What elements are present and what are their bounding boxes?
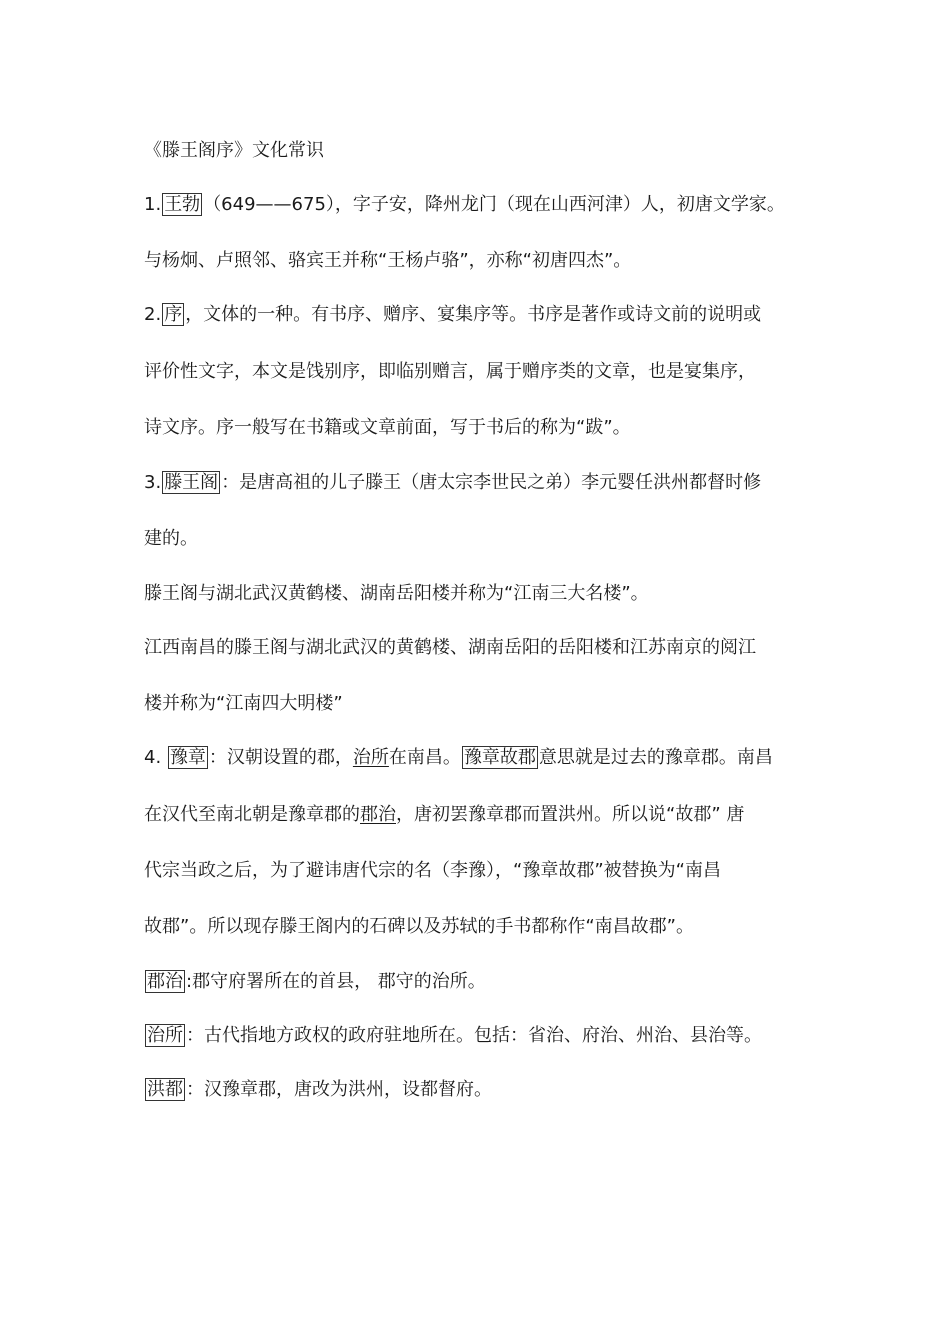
- item-4-line-4: 故郡”。所以现存滕王阁内的石碑以及苏轼的手书都称作“南昌故郡”。: [144, 916, 694, 937]
- term-xu: 序: [164, 304, 183, 325]
- item-2-line-2: 评价性文字，本文是饯别序，即临别赠言，属于赠序类的文章，也是宴集序，: [144, 361, 756, 382]
- term-yuzhang-gujun: 豫章故郡: [463, 747, 536, 768]
- item-1-line-1: 1. 王勃 （649——675），字子安，降州龙门（现在山西河津）人，初唐文学家。: [144, 194, 785, 215]
- term-zhisuo: 治所: [147, 1025, 183, 1046]
- item-2-line-3: 诗文序。序一般写在书籍或文章前面，写于书后的称为“跋”。: [144, 417, 631, 438]
- definition-junzhi: 郡治 :郡守府署所在的首县， 郡守的治所。: [147, 971, 486, 992]
- definition-zhisuo: 治所 ：古代指地方政权的政府驻地所在。包括：省治、府治、州治、县治等。: [147, 1025, 762, 1046]
- item-3-line-3: 滕王阁与湖北武汉黄鹤楼、湖南岳阳楼并称为“江南三大名楼”。: [144, 583, 649, 604]
- item-3-line-4: 江西南昌的滕王阁与湖北武汉的黄鹤楼、湖南岳阳的岳阳楼和江苏南京的阅江: [144, 637, 756, 658]
- term-junzhi-underlined: 郡治: [360, 804, 396, 825]
- term-hongdu: 洪都: [147, 1079, 183, 1100]
- item-1-line-2: 与杨炯、卢照邻、骆宾王并称“王杨卢骆”，亦称“初唐四杰”。: [144, 250, 632, 271]
- term-wang-bo: 王勃: [164, 194, 201, 215]
- document-title: 《滕王阁序》文化常识: [144, 140, 324, 161]
- term-junzhi: 郡治: [147, 971, 183, 992]
- item-3-line-2: 建的。: [144, 528, 198, 549]
- term-zhisuo-underlined: 治所: [352, 747, 389, 768]
- item-4-line-2: 在汉代至南北朝是豫章郡的郡治，唐初罢豫章郡而置洪州。所以说“故郡” 唐: [144, 804, 745, 825]
- item-4-line-3: 代宗当政之后，为了避讳唐代宗的名（李豫），“豫章故郡”被替换为“南昌: [144, 860, 721, 881]
- term-tengwang-ge: 滕王阁: [164, 472, 219, 493]
- item-2-line-1: 2. 序 ，文体的一种。有书序、赠序、宴集序等。书序是著作或诗文前的说明或: [144, 304, 762, 325]
- term-yuzhang: 豫章: [169, 747, 206, 768]
- item-3-line-5: 楼并称为“江南四大明楼”: [144, 693, 343, 714]
- item-4-line-1: 4. 豫章 ：汉朝设置的郡，治所在南昌。 豫章故郡 意思就是过去的豫章郡。南昌: [144, 747, 773, 768]
- definition-hongdu: 洪都 ：汉豫章郡，唐改为洪州，设都督府。: [147, 1079, 492, 1100]
- item-3-line-1: 3. 滕王阁 ：是唐高祖的儿子滕王（唐太宗李世民之弟）李元婴任洪州都督时修: [144, 472, 762, 493]
